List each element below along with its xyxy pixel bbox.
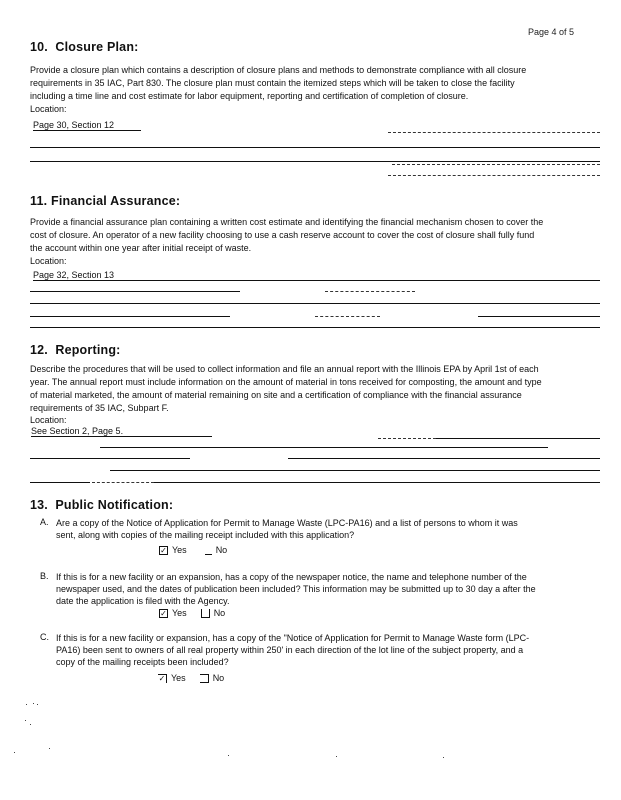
section-12-instructions [30,363,610,415]
scan-speck [30,724,31,725]
yes-label: Yes [172,608,187,618]
section-10-instructions [30,64,600,103]
question-c-letter: C. [40,632,49,642]
answer-line [92,482,154,483]
instruction-line: Describe the procedures that will be used to collect information and file an annual report with the Illinois EPA by April 1st of each [30,364,539,374]
reporting-location-field[interactable]: See Section 2, Page 5. [31,426,212,437]
instruction-line: of material marketed, the amount of material remaining on site and a certification of compliance with the financial assurance [30,390,522,400]
scan-speck [26,704,27,705]
instruction-line: year. The annual report must include information on the amount of material in tons received for composting, the amount and type [30,377,542,387]
question-b-yes-checkbox[interactable]: ✓ [160,608,167,618]
section-title: Financial Assurance: [50,194,181,208]
location-label: Location: [30,256,67,266]
answer-line [315,316,380,317]
yes-label: Yes [171,673,186,683]
answer-line [110,470,600,471]
answer-line [30,482,90,483]
answer-line [30,327,600,328]
section-10-title [30,40,139,54]
section-title: Closure Plan: [55,40,139,54]
answer-line [392,164,600,165]
question-line: copy of the mailing receipts been included? [56,657,229,667]
answer-line [30,458,190,459]
financial-assurance-location-field[interactable]: Page 32, Section 13 [33,270,600,281]
instruction-line: the account within one year after initial receipt of waste. [30,243,252,253]
question-line: If this is for a new facility or an expansion, has a copy of the newspaper notice, the name and telephone number of the [56,572,527,582]
answer-line [30,291,240,292]
answer-line [30,147,600,148]
section-number: 10. [30,40,48,54]
section-11-title [30,194,180,208]
question-c-no-checkbox[interactable] [200,674,209,683]
section-title: Reporting: [55,343,121,357]
answer-line [154,482,600,483]
section-12-title [30,343,121,357]
answer-line [325,291,415,292]
answer-line [388,132,600,133]
instruction-line: Provide a closure plan which contains a description of closure plans and methods to demonstrate compliance with all closure [30,65,527,75]
no-label: No [212,673,225,683]
instruction-line: Provide a financial assurance plan containing a written cost estimate and identifying the financial mechanism chosen to cover the [30,217,544,227]
scan-speck [49,748,50,749]
scan-speck [336,756,337,757]
location-label: Location: [30,415,67,425]
scan-speck [228,755,229,756]
question-b-letter: B. [40,571,49,581]
answer-line [30,316,230,317]
section-number: 11. [30,194,48,208]
instruction-line: cost of closure. An operator of a new facility choosing to use a cash reserve account to cover the cost of closure shall fully fund [30,230,535,240]
section-number: 12. [30,343,48,357]
section-11-instructions [30,216,605,255]
answer-line [478,316,600,317]
question-line: newspaper used, and the dates of publication been included? This information may be submitted up to 30 day a after the [56,584,536,594]
scan-speck [33,703,34,704]
yes-label: Yes [172,545,187,555]
instruction-line: requirements of 35 IAC, Subpart F. [30,403,169,413]
question-a-answer [159,545,227,555]
answer-line [436,438,600,439]
answer-line [378,438,436,439]
page-indicator: Page 4 of 5 [527,27,574,37]
answer-line [30,161,600,162]
question-line: date the application is filed with the Agency. [56,596,230,606]
instruction-line: including a time line and cost estimate for labor equipment, reporting and certification of completion of closure. [30,91,469,101]
section-number: 13. [30,498,48,512]
question-b-no-checkbox[interactable] [201,609,210,618]
section-title: Public Notification: [55,498,174,512]
question-c-answer [158,673,224,683]
answer-line [30,303,600,304]
scan-speck [443,757,444,758]
closure-plan-location-field[interactable]: Page 30, Section 12 [33,120,141,131]
question-line: Are a copy of the Notice of Application for Permit to Manage Waste (LPC-PA16) and a list of persons to whom it was [56,518,518,528]
scan-speck [25,720,26,721]
no-label: No [215,545,228,555]
question-a-no-checkbox[interactable] [205,546,212,555]
question-a-yes-checkbox[interactable]: ✓ [160,545,167,555]
answer-line [288,458,600,459]
question-c-text [56,632,611,668]
question-line: sent, along with copies of the mailing receipt included with this application? [56,530,355,540]
question-b-text [56,571,611,607]
scan-speck [37,704,38,705]
no-label: No [213,608,226,618]
answer-line [100,447,548,448]
question-b-answer [159,608,225,618]
question-line: PA16) been sent to owners of all real property within 250' in each direction of the lot line of the subject property, and a [56,645,524,655]
question-line: If this is for a new facility or expansion, has a copy of the "Notice of Application for Permit to Manage Waste form (LPC- [56,633,530,643]
question-c-yes-checkbox[interactable]: ✓ [158,674,166,683]
scan-speck [14,752,15,753]
question-a-letter: A. [40,517,49,527]
section-13-title [30,498,173,512]
location-label: Location: [30,104,67,114]
instruction-line: requirements in 35 IAC, Part 830. The closure plan must contain the itemized steps which will be taken to close the facility [30,78,515,88]
question-a-text [56,517,606,541]
answer-line [388,175,600,176]
